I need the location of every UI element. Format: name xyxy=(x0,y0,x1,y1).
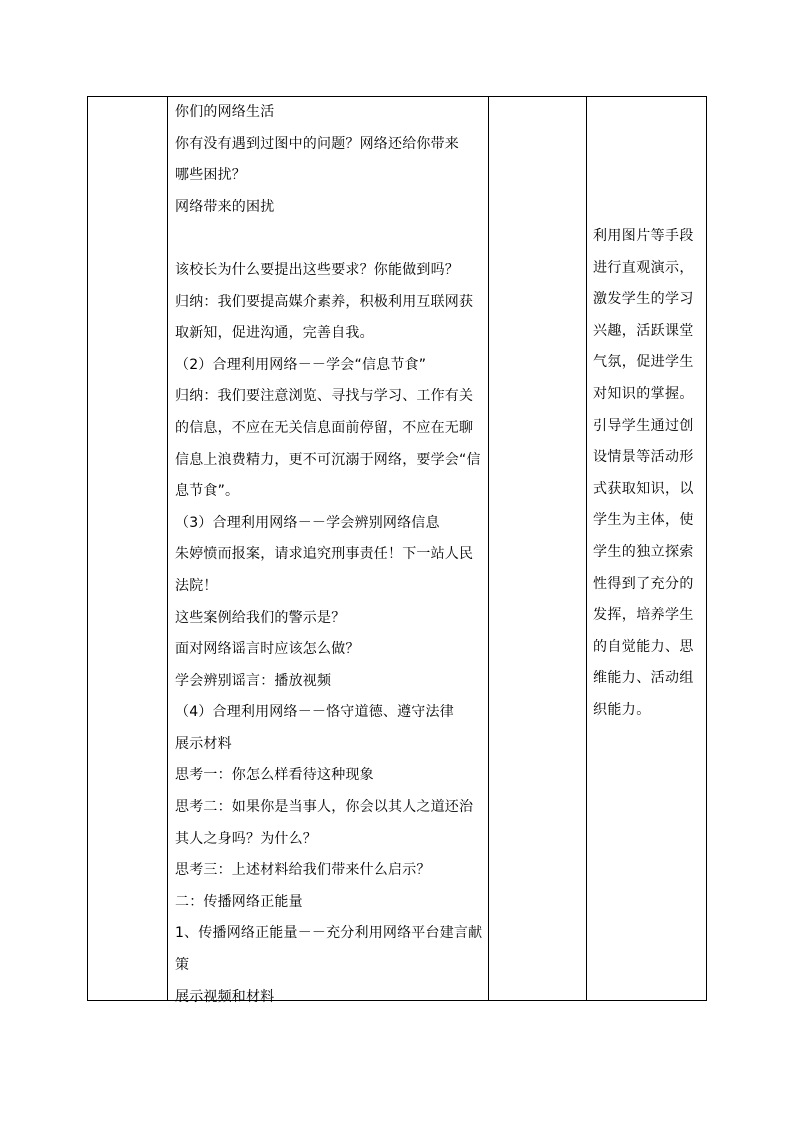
content-line: 朱婷愤而报案，请求追究刑事责任！下一站人民 xyxy=(175,546,474,563)
content-line: 归纳：我们要注意浏览、寻找与学习、工作有关 xyxy=(175,388,474,405)
content-line: 思考三：上述材料给我们带来什么启示？ xyxy=(175,862,431,879)
content-line: 展示材料 xyxy=(175,735,232,752)
content-line: 法院！ xyxy=(175,577,218,594)
content-line: 二：传播网络正能量 xyxy=(175,893,303,910)
design-line: 利用图片等手段 xyxy=(593,228,694,244)
design-line: 引导学生通过创 xyxy=(593,417,694,434)
content-line: （2）合理利用网络－－学会“信息节食” xyxy=(175,356,427,373)
content-line: 这些案例给我们的警示是？ xyxy=(175,609,346,626)
design-line: 的自觉能力、思 xyxy=(593,638,694,655)
content-line: 取新知，促进沟通，完善自我。 xyxy=(175,325,374,342)
content-line: 哪些困扰？ xyxy=(175,167,246,184)
design-line: 发挥，培养学生 xyxy=(593,607,694,624)
content-line: 其人之身吗？为什么？ xyxy=(175,830,317,847)
design-line: 学生为主体，使 xyxy=(593,512,694,529)
design-line: 对知识的掌握。 xyxy=(593,385,694,402)
design-notes xyxy=(593,227,704,733)
content-line: 面对网络谣言时应该怎么做？ xyxy=(175,641,360,658)
content-line: （3）合理利用网络－－学会辨别网络信息 xyxy=(175,514,440,531)
design-line: 织能力。 xyxy=(593,701,651,718)
content-line: 学会辨别谣言：播放视频 xyxy=(175,672,332,689)
content-line: 网络带来的困扰 xyxy=(175,198,275,215)
content-line: 策 xyxy=(175,957,190,974)
content-line: 思考一：你怎么样看待这种现象 xyxy=(175,767,374,784)
lesson-table xyxy=(87,96,707,1005)
design-line: 设情景等活动形 xyxy=(593,449,694,466)
content-line: 的信息，不应在无关信息面前停留，不应在无聊 xyxy=(175,419,474,436)
content-line: 归纳：我们要提高媒介素养，积极利用互联网获 xyxy=(175,293,474,310)
content-line: 息节食”。 xyxy=(175,483,240,500)
design-line: 气氛，促进学生 xyxy=(593,354,694,371)
design-line: 性得到了充分的 xyxy=(593,575,694,592)
design-line: 式获取知识，以 xyxy=(593,480,694,497)
design-line: 兴趣，活跃课堂 xyxy=(593,322,694,339)
design-line: 进行直观演示， xyxy=(593,259,694,276)
content-line: 展示视频和材料 xyxy=(175,988,275,1005)
content-line: 该校长为什么要提出这些要求？你能做到吗？ xyxy=(175,261,459,278)
student-activity-column xyxy=(489,97,587,1000)
content-line: 1、传播网络正能量－－充分利用网络平台建言献 xyxy=(175,925,483,942)
design-line: 激发学生的学习 xyxy=(593,291,694,308)
design-line: 维能力、活动组 xyxy=(593,670,694,687)
content-line xyxy=(175,229,486,261)
content-line: 信息上浪费精力，更不可沉溺于网络，要学会“信 xyxy=(175,451,481,468)
content-line: （4）合理利用网络－－恪守道德、遵守法律 xyxy=(175,704,454,721)
teaching-content-column xyxy=(168,97,489,1005)
design-line: 学生的独立探索 xyxy=(593,543,694,560)
content-line: 思考二：如果你是当事人，你会以其人之道还治 xyxy=(175,799,474,816)
content-line: 你们的网络生活 xyxy=(175,104,275,120)
stage-column xyxy=(88,97,168,1000)
content-lines xyxy=(175,103,486,1019)
content-line: 你有没有遇到过图中的问题？网络还给你带来 xyxy=(175,135,459,152)
design-intent-column xyxy=(587,97,706,1000)
